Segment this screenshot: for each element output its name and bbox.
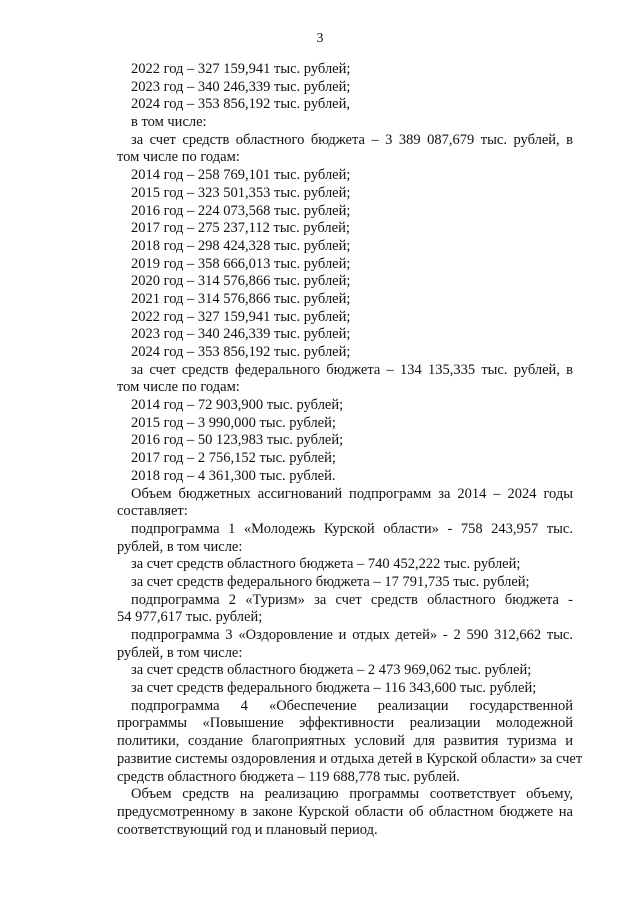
text-line: Объем бюджетных ассигнований подпрограмм за 2014 – 2024 годы — [131, 485, 573, 502]
text-line: подпрограмма 1 «Молодежь Курской области» - 758 243,957 тыс. — [131, 520, 573, 537]
text-line: за счет средств областного бюджета – 2 473 969,062 тыс. рублей; — [131, 662, 532, 679]
text-line: рублей, в том числе: — [117, 538, 243, 555]
text-line: средств областного бюджета – 119 688,778 тыс. рублей. — [117, 768, 460, 785]
text-line: политики, создание благоприятных условий для развития туризма и — [117, 733, 573, 750]
text-line: 2015 год – 3 990,000 тыс. рублей; — [131, 414, 336, 431]
text-line: предусмотренному в законе Курской области об областном бюджете на — [117, 803, 573, 820]
text-line: составляет: — [117, 503, 188, 520]
text-line: 2022 год – 327 159,941 тыс. рублей; — [131, 308, 351, 325]
text-line: 2020 год – 314 576,866 тыс. рублей; — [131, 273, 351, 290]
text-line: 2018 год – 298 424,328 тыс. рублей; — [131, 237, 351, 254]
text-line: развитие системы оздоровления и отдыха детей в Курской области» за счет — [117, 750, 583, 767]
text-line: рублей, в том числе: — [117, 644, 243, 661]
text-line: подпрограмма 4 «Обеспечение реализации государственной — [131, 697, 573, 714]
text-line: 2022 год – 327 159,941 тыс. рублей; — [131, 61, 351, 77]
text-line: том числе по годам: — [117, 149, 240, 166]
text-line: за счет средств областного бюджета – 3 389 087,679 тыс. рублей, в — [131, 131, 573, 148]
text-line: в том числе: — [131, 114, 207, 131]
text-line: 54 977,617 тыс. рублей; — [117, 609, 263, 626]
text-line: 2018 год – 4 361,300 тыс. рублей. — [131, 467, 336, 484]
text-line: 2023 год – 340 246,339 тыс. рублей; — [131, 78, 351, 95]
text-line: 2021 год – 314 576,866 тыс. рублей; — [131, 290, 351, 307]
text-line: подпрограмма 3 «Оздоровление и отдых детей» - 2 590 312,662 тыс. — [131, 627, 573, 643]
text-line: 2023 год – 340 246,339 тыс. рублей; — [131, 326, 351, 343]
text-line: 2017 год – 2 756,152 тыс. рублей; — [131, 450, 336, 467]
text-line: 2024 год – 353 856,192 тыс. рублей, — [131, 96, 351, 113]
text-line: соответствующий год и плановый период. — [117, 821, 378, 838]
document-body — [117, 61, 583, 839]
text-line: 2024 год – 353 856,192 тыс. рублей; — [131, 344, 351, 360]
text-line: 2014 год – 258 769,101 тыс. рублей; — [131, 167, 351, 184]
text-line: за счет средств федерального бюджета – 17 791,735 тыс. рублей; — [131, 573, 530, 590]
text-line: 2014 год – 72 903,900 тыс. рублей; — [131, 397, 344, 414]
text-line: 2015 год – 323 501,353 тыс. рублей; — [131, 184, 351, 201]
text-line: за счет средств федерального бюджета – 116 343,600 тыс. рублей; — [131, 680, 537, 697]
text-line: 2016 год – 50 123,983 тыс. рублей; — [131, 432, 344, 449]
page-number: 3 — [316, 31, 324, 46]
text-line: за счет средств федерального бюджета – 134 135,335 тыс. рублей, в — [131, 361, 573, 378]
text-line: Объем средств на реализацию программы соответствует объему, — [131, 786, 573, 803]
text-line: том числе по годам: — [117, 379, 240, 396]
text-line: за счет средств областного бюджета – 740 452,222 тыс. рублей; — [131, 556, 521, 573]
text-line: подпрограмма 2 «Туризм» за счет средств областного бюджета - — [131, 591, 573, 608]
text-line: 2017 год – 275 237,112 тыс. рублей; — [131, 220, 350, 237]
text-line: 2016 год – 224 073,568 тыс. рублей; — [131, 202, 351, 219]
text-line: 2019 год – 358 666,013 тыс. рублей; — [131, 255, 351, 272]
text-line: программы «Повышение эффективности реализации молодежной — [117, 715, 573, 732]
